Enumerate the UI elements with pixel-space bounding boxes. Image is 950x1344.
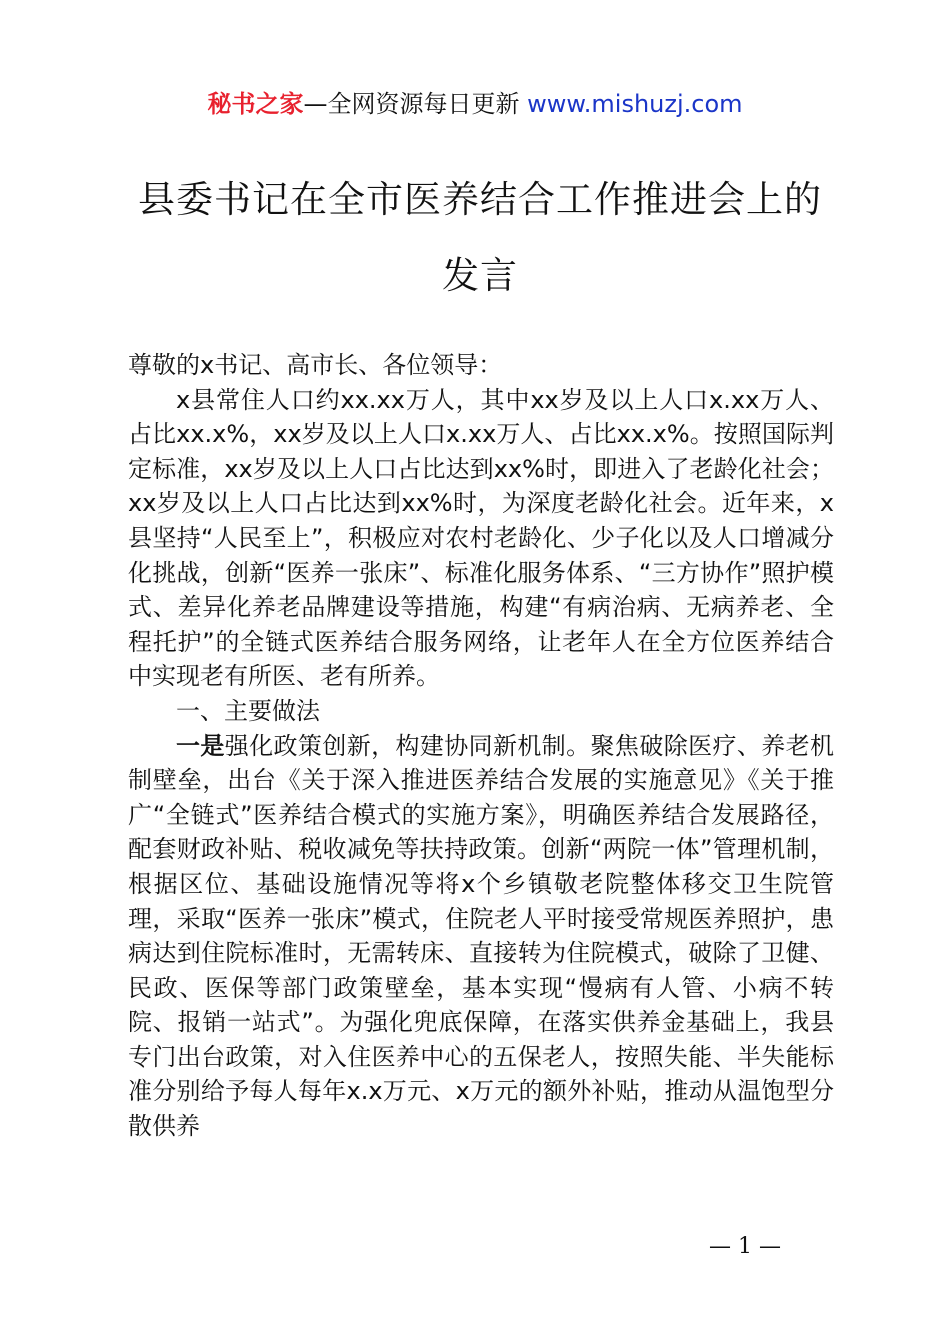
paragraph-lead: 一是 — [176, 731, 225, 760]
section-heading: 一、主要做法 — [176, 696, 320, 725]
site-header — [0, 88, 950, 120]
paragraph-policy-text: 强化政策创新，构建协同新机制。聚焦破除医疗、养老机制壁垒，出台《关于深入推进医养结合发展的实施意见》《关于推广“全链式”医养结合模式的实施方案》，明确医养结合发展路径，配套财政补贴、税收减免等扶持政策。创新“两院一体”管理机制，根据区位、基础设施情况等将x个乡镇敬老院整体移交卫生院管理，采取“医养一张床”模式，住院老人平时接受常规医养照护，患病达到住院标准时，无需转床、直接转为住院模式，破除了卫健、民政、医保等部门政策壁垒，基本实现“慢病有人管、小病不转院、报销一站式”。为强化兜底保障，在落实供养金基础上，我县专门出台政策，对入住医养中心的五保老人，按照失能、半失能标准分别给予每人每年x.x万元、x万元的额外补贴，推动从温饱型分散供养 — [128, 731, 835, 1141]
salutation: 尊敬的x书记、高市长、各位领导： — [128, 351, 503, 379]
page-number: — 1 — — [709, 1234, 781, 1259]
document-title: 县委书记在全市医养结合工作推进会上的发言 — [138, 178, 822, 297]
paragraph-intro: x县常住人口约xx.xx万人，其中xx岁及以上人口x.xx万人、占比xx.x%，xx岁及以上人口x.xx万人、占比xx.x%。按照国际判定标准，xx岁及以上人口占比达到xx%时，即进入了老龄化社会；xx岁及以上人口占比达到xx%时，为深度老龄化社会。近年来，x县坚持“人民至上”，积极应对农村老龄化、少子化以及人口增减分化挑战，创新“医养一张床”、标准化服务体系、“三方协作”照护模式、差异化养老品牌建设等措施，构建“有病治病、无病养老、全程托护”的全链式医养结合服务网络，让老年人在全方位医养结合中实现老有所医、老有所养。 — [128, 385, 834, 691]
document-body — [128, 348, 834, 1144]
paragraph-policy — [128, 729, 834, 1144]
site-brand: 秘书之家 — [207, 90, 304, 118]
site-tagline: —全网资源每日更新 — [303, 90, 528, 118]
site-url-link[interactable]: www.mishuzj.com — [527, 90, 743, 118]
